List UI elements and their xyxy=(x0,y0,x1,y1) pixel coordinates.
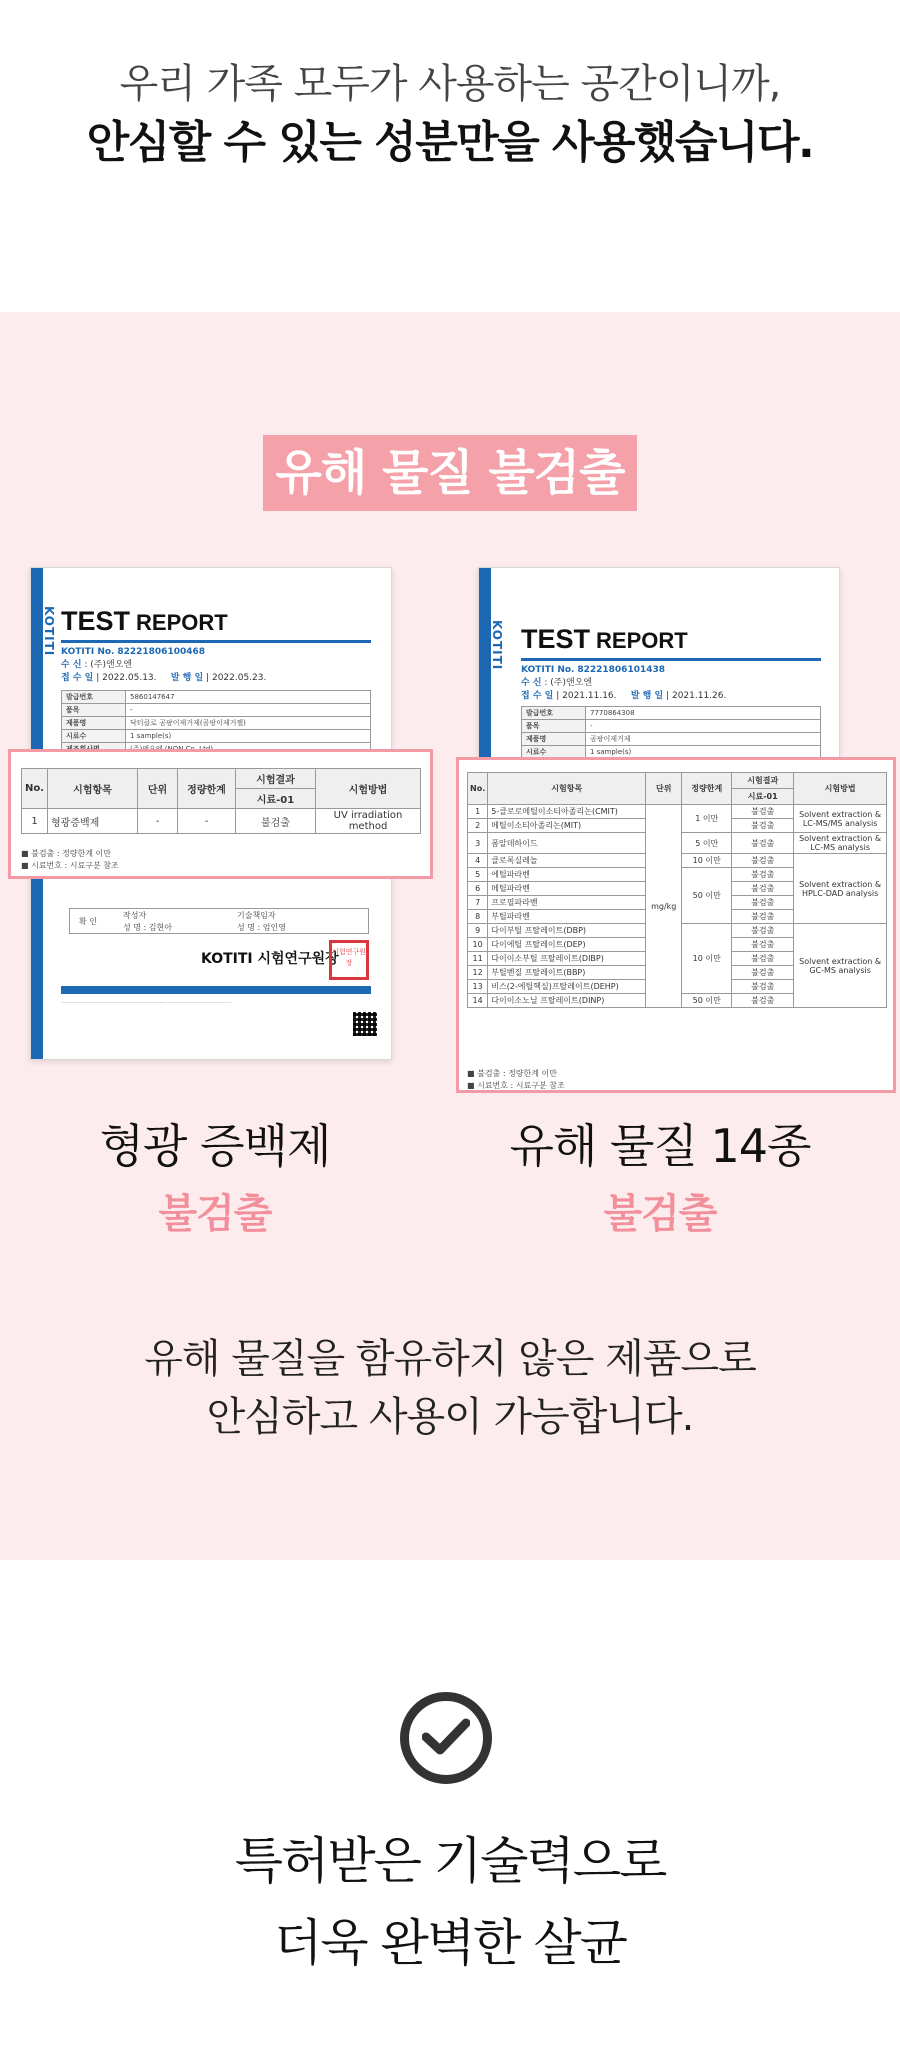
intro-line-2: 안심할 수 있는 성분만을 사용했습니다. xyxy=(86,117,814,168)
caption-right xyxy=(485,1110,835,1239)
table-row: 8 부틸파라벤 불검출 xyxy=(468,910,887,924)
left-result-table: No. 시험항목 단위 정량한계 시험결과 시험방법 시료-01 1 형광증백제 - - 불검출 UV irradiation method xyxy=(21,768,421,834)
signature-box xyxy=(69,908,369,934)
report-meta: KOTITI No. 82221806100468 수 신 : (주)앤오엔 접 수 일 | 2022.05.13. 발 행 일 | 2022.05.23. xyxy=(61,647,267,683)
caption-left-result: 불검출 xyxy=(158,1191,272,1237)
table-row: 11 다이이소부틸 프탈레이트(DIBP) 불검출 xyxy=(468,952,887,966)
report-title: TEST REPORT xyxy=(521,624,688,654)
caption-right-result: 불검출 xyxy=(603,1191,717,1237)
table-row: 9 다이부틸 프탈레이트(DBP) 10 이만 불검출 Solvent extraction & GC-MS analysis xyxy=(468,924,887,938)
unit-cell: mg/kg xyxy=(646,805,682,1008)
sign-tech-label: 기술책임자 xyxy=(237,911,276,920)
table-row: 1 형광증백제 - - 불검출 UV irradiation method xyxy=(22,809,421,834)
left-result-highlight xyxy=(8,749,433,879)
report-info-table: 발급번호 7770864308 품목 - 제품명 곰팡이제거제 시료수 1 sample(s) xyxy=(521,706,821,759)
report-title-rule xyxy=(521,658,821,661)
patent-message: 특허받은 기술력으로 더욱 완벽한 살균 xyxy=(234,1832,666,1972)
report-meta: KOTITI No. 82221806101438 수 신 : (주)앤오엔 접 수 일 | 2021.11.16. 발 행 일 | 2021.11.26. xyxy=(521,665,727,701)
table-row: 2 메틸이소티아졸리논(MIT) 불검출 xyxy=(468,819,887,833)
sign-writer-label: 작성자 xyxy=(123,911,147,920)
caption-left xyxy=(40,1110,390,1239)
table-row: 13 비스(2-에틸헥실)프탈레이트(DEHP) 불검출 xyxy=(468,980,887,994)
intro-line-1: 우리 가족 모두가 사용하는 공간이니까, xyxy=(119,61,781,107)
sign-writer-name: 성 명 : 김현아 xyxy=(123,923,172,932)
lab-director-sign: KOTITI 시험연구원장 xyxy=(201,951,339,967)
sign-confirm-label: 확 인 xyxy=(79,917,97,926)
report-brand: KOTITI xyxy=(490,620,504,671)
report-title-rule xyxy=(61,640,371,643)
table-row: 5 에틸파라벤 50 이만 불검출 xyxy=(468,868,887,882)
table-row: 7 프로필파라벤 불검출 xyxy=(468,896,887,910)
sign-tech-name: 성 명 : 엄인영 xyxy=(237,923,286,932)
harmful-substance-badge: 유해 물질 불검출 xyxy=(263,435,637,511)
table-row: 3 폼알데하이드 5 이만 불검출 Solvent extraction & LC-MS analysis xyxy=(468,833,887,854)
test-report-right xyxy=(478,567,840,767)
table-row: 12 부틸벤질 프탈레이트(BBP) 불검출 xyxy=(468,966,887,980)
table-row: 1 5-클로로메틸이소티아졸리논(CMIT) mg/kg 1 이만 불검출 Solvent extraction & LC-MS/MS analysis xyxy=(468,805,887,819)
report-footer-text: ··········································································································· xyxy=(61,1000,232,1006)
left-notes: ■ 불검출 : 정량한계 이만 ■ 시료번호 : 시료구분 참조 xyxy=(21,849,119,870)
right-notes: ■ 불검출 : 정량한계 이만 ■ 시료번호 : 시료구분 참조 xyxy=(467,1069,565,1090)
right-result-table: No. 시험항목 단위 정량한계 시험결과 시험방법 시료-01 1 5-클로로메틸이소티아졸리논(CMIT) mg/kg 1 이만 불검출 Solvent extraction & LC-MS/MS analysis 2 메틸이소티아졸리논(MIT) 불검출 3 폼알데하이드 5 이만 불검출 Solvent extraction & LC-MS analysis 4 클로록실레놀 10 이만 불검출 Solvent extraction & HPLC-DAD analysis 5 에틸파라벤 50 이만 불검출 6 메틸파라벤 불검출 7 프로필파라벤 불검출 8 부틸파라벤 불검출 9 다이부틸 프탈레이트(DBP) 10 이만 불검출 Solvent extraction & GC-MS analysis 10 다이에틸 프탈레이트(DEP) 불검출 11 다이이소부틸 프탈레이트(DIBP) 불검출 12 부틸벤질 프탈레이트(BBP) 불검출 13 비스(2-에틸헥실)프탈레이트(DEHP) 불검출 14 다이이소노닐 프탈레이트(DINP) 50 이만 불검출 xyxy=(467,772,887,1008)
qr-code xyxy=(353,1012,377,1036)
table-row: 4 클로록실레놀 10 이만 불검출 Solvent extraction & HPLC-DAD analysis xyxy=(468,854,887,868)
report-title: TEST REPORT xyxy=(61,606,228,636)
caption-right-title: 유해 물질 14종 xyxy=(509,1119,811,1173)
report-footer-bar xyxy=(61,986,371,994)
intro-section xyxy=(0,0,900,312)
table-row: 14 다이이소노닐 프탈레이트(DINP) 50 이만 불검출 xyxy=(468,994,887,1008)
check-circle-icon xyxy=(400,1692,492,1784)
report-info-table: 발급번호 5860147647 품목 - 제품명 닥터클로 곰팡이제거제(곰팡이제거젤) 시료수 1 sample(s) xyxy=(61,690,371,756)
caption-left-title: 형광 증백제 xyxy=(99,1119,331,1173)
safety-message: 유해 물질을 함유하지 않은 제품으로 안심하고 사용이 가능합니다. xyxy=(144,1336,756,1440)
report-brand: KOTITI xyxy=(42,606,56,657)
table-row: 6 메틸파라벤 불검출 xyxy=(468,882,887,896)
right-result-highlight xyxy=(456,757,896,1093)
table-row: 10 다이에틸 프탈레이트(DEP) 불검출 xyxy=(468,938,887,952)
official-seal: 시험연구원장 xyxy=(329,940,369,980)
